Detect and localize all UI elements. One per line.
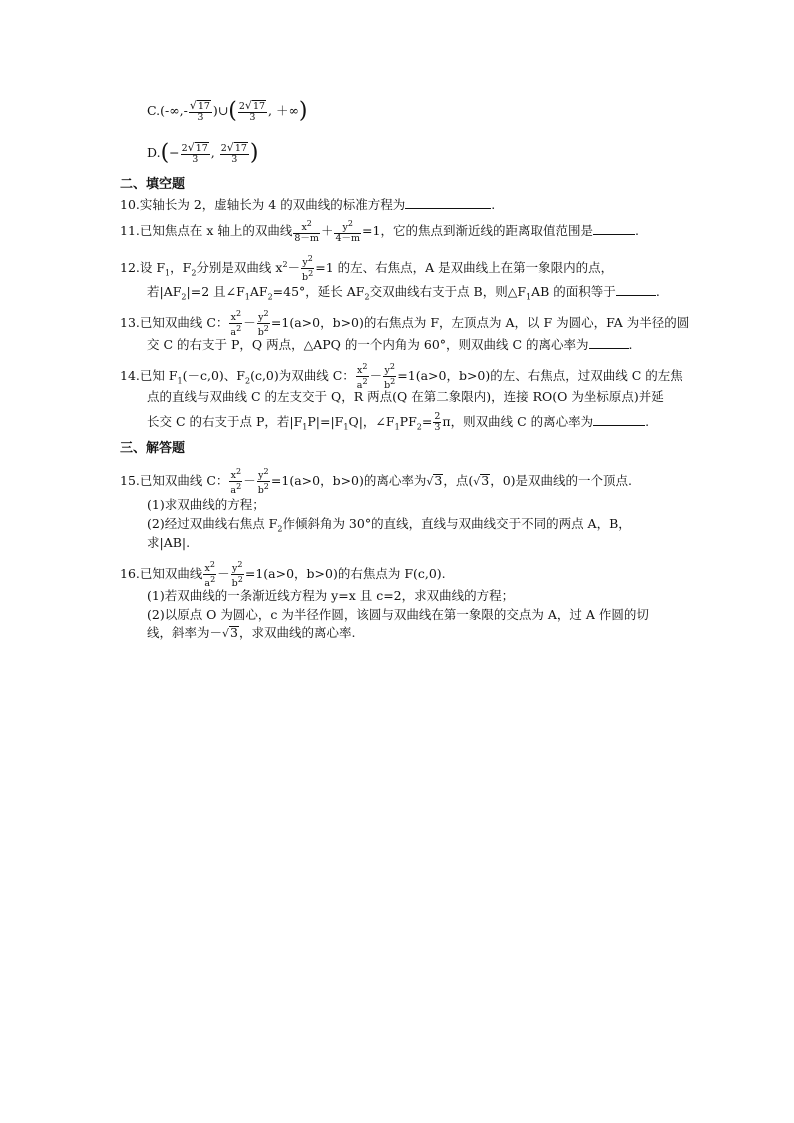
question-15-part-2-cont: 求|AB|. <box>147 535 191 550</box>
question-15-line-1: 15.已知双曲线 C： $\frac{x^2}{a^2}$ － $\frac{y^2}{b^2}$ =1(a>0，b>0)的离心率为√3，点(√3，0)是双曲线的一个顶点. <box>120 467 633 497</box>
question-16-line-1: 16.已知双曲线 $\frac{x^2}{a^2}$ － $\frac{y^2}{b^2}$ =1(a>0，b>0)的右焦点为 F(c,0). <box>120 560 446 590</box>
question-15-part-2: (2)经过双曲线右焦点 $F_2$作倾斜角为 30°的直线，直线与双曲线交于不同的两点 A，B， <box>147 516 631 534</box>
question-13-line-1: 13.已知双曲线 C： $\frac{x^2}{a^2}$ － $\frac{y^2}{b^2}$ =1(a>0，b>0)的右焦点为 F，左顶点为 A，以 F 为圆心，FA 为半径的圆 <box>120 309 690 339</box>
question-16-part-2-cont: 线，斜率为－√3，求双曲线的离心率. <box>147 625 356 640</box>
section-heading-fill-blank: 二、填空题 <box>120 177 186 192</box>
question-16-part-1: (1)若双曲线的一条渐近线方程为 y=x 且 c=2，求双曲线的方程； <box>147 588 515 603</box>
question-12-line-2: 若$|AF_2|=2$ 且$\angle F_1AF_2=45^\circ$，延长 $AF_2$交双曲线右支于点 B，则$\triangle F_1AB$ 的面积等于 . <box>147 284 660 302</box>
question-16-part-2: (2)以原点 O 为圆心，c 为半径作圆，该圆与双曲线在第一象限的交点为 A，过 A 作圆的切 <box>147 607 649 622</box>
section-heading-answer: 三、解答题 <box>120 441 186 456</box>
question-12-line-1: 12.设 $F_1$，$F_2$分别是双曲线 $x^2-$ $\frac{y^2}{b^2}$ =1 的左、右焦点，A 是双曲线上在第一象限内的点， <box>120 254 614 284</box>
question-13-line-2: 交 C 的右支于 P，Q 两点，△APQ 的一个内角为 60°，则双曲线 C 的离心率为 . <box>147 337 633 352</box>
question-11: 11.已知焦点在 x 轴上的双曲线 $\frac{x^2}{8-m}$ ＋ $\frac{y^2}{4-m}$ =1，它的焦点到渐近线的距离取值范围是 . <box>120 219 639 245</box>
option-d: D.(− $\frac{2√17}{3}$ , $\frac{2√17}{3}$ ) <box>147 140 259 166</box>
question-10: 10.实轴长为 2，虚轴长为 4 的双曲线的标准方程为 . <box>120 197 496 212</box>
option-c: C.(-∞,- $\frac{√17}{3}$ )∪( $\frac{2√17}{3}$ , ＋∞) <box>147 98 308 124</box>
question-14-line-2: 点的直线与双曲线 C 的左支交于 Q，R 两点(Q 在第二象限内)，连接 RO(O 为坐标原点)并延 <box>147 389 664 404</box>
question-14-line-1: 14.已知 $F_1(-c,0)$、$F_2(c,0)$为双曲线 C： $\frac{x^2}{a^2}$ － $\frac{y^2}{b^2}$ =1(a>0，b>0)的左、右焦点，过双曲线 C 的左焦 <box>120 362 683 392</box>
question-15-part-1: (1)求双曲线的方程； <box>147 497 265 512</box>
question-14-line-3: 长交 C 的右支于点 P，若$|F_1P|=|F_1Q|$，$\angle F_1PF_2=$ $\frac{2}{3}$ π，则双曲线 C 的离心率为 . <box>147 411 650 433</box>
